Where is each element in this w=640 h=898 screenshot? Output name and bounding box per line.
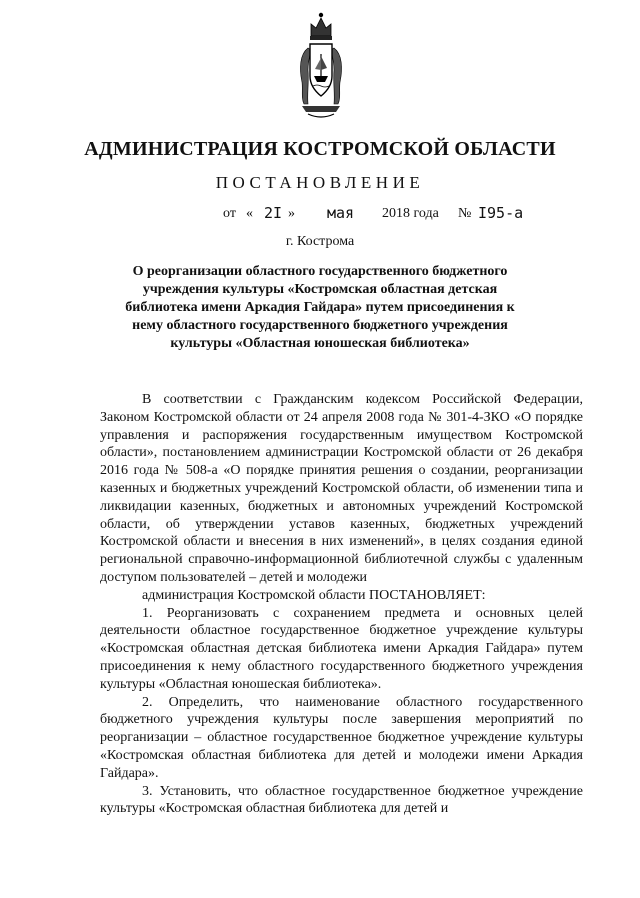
document-title: О реорганизации областного государственного бюджетного учреждения культуры «Костромская областная детская библиотека имени Аркадия Гайдара» путем присоединения к нему областного государственного бюджетного учреждения культуры «Областная юношеская библиотека» bbox=[125, 264, 515, 351]
date-line bbox=[0, 206, 640, 226]
organization-name: АДМИНИСТРАЦИЯ КОСТРОМСКОЙ ОБЛАСТИ bbox=[84, 138, 556, 160]
document-type: ПОСТАНОВЛЕНИЕ bbox=[215, 173, 425, 192]
date-year: 2018 года bbox=[382, 206, 439, 221]
body-paragraph: 1. Реорганизовать с сохранением предмета и основных целей деятельности областное государственное бюджетное учреждение культуры «Костромская областная детская библиотека имени Аркадия Гайдара» путем присоединения к нему областного государственного бюджетного учреждения культуры «Областная юношеская библиотека». bbox=[100, 605, 583, 692]
document-number: I95-а bbox=[478, 204, 524, 222]
body-paragraph: 2. Определить, что наименование областного государственного бюджетного учреждения культуры после завершения мероприятий по реорганизации – областное государственное бюджетное учреждение культуры «Костромская областная библиотека для детей и молодежи имени Аркадия Гайдара». bbox=[100, 694, 583, 781]
body-paragraph: В соответствии с Гражданским кодексом Российской Федерации, Законом Костромской области от 24 апреля 2008 года № 301-4-ЗКО «О порядке управления и распоряжения государственным имуществом Костромской области», постановлением администрации Костромской области от 26 декабря 2016 года № 508-а «О порядке принятия решения о создании, реорганизации казенных и бюджетных учреждений Костромской области, об изменении типа и ликвидации казенных, бюджетных и автономных учреждений Костромской области, об утверждении уставов казенных, бюджетных учреждений Костромской области и внесения в них изменений», в целях создания единой региональной справочно-информационной библиотечной службы с удаленным доступом пользователей – детей и молодежи bbox=[100, 392, 583, 585]
date-day: 2I bbox=[264, 204, 283, 222]
coat-of-arms-emblem bbox=[296, 6, 346, 124]
body-paragraph: 3. Установить, что областное государственное бюджетное учреждение культуры «Костромская областная библиотека для детей и bbox=[100, 783, 583, 817]
date-month: мая bbox=[327, 204, 355, 222]
number-sign: № bbox=[458, 206, 472, 221]
date-close-quote: » bbox=[288, 206, 295, 221]
document-body bbox=[100, 391, 583, 818]
date-prefix: от bbox=[223, 206, 236, 221]
date-open-quote: « bbox=[246, 206, 253, 221]
city: г. Кострома bbox=[285, 234, 355, 249]
body-paragraph: администрация Костромской области ПОСТАНОВЛЯЕТ: bbox=[142, 587, 486, 603]
